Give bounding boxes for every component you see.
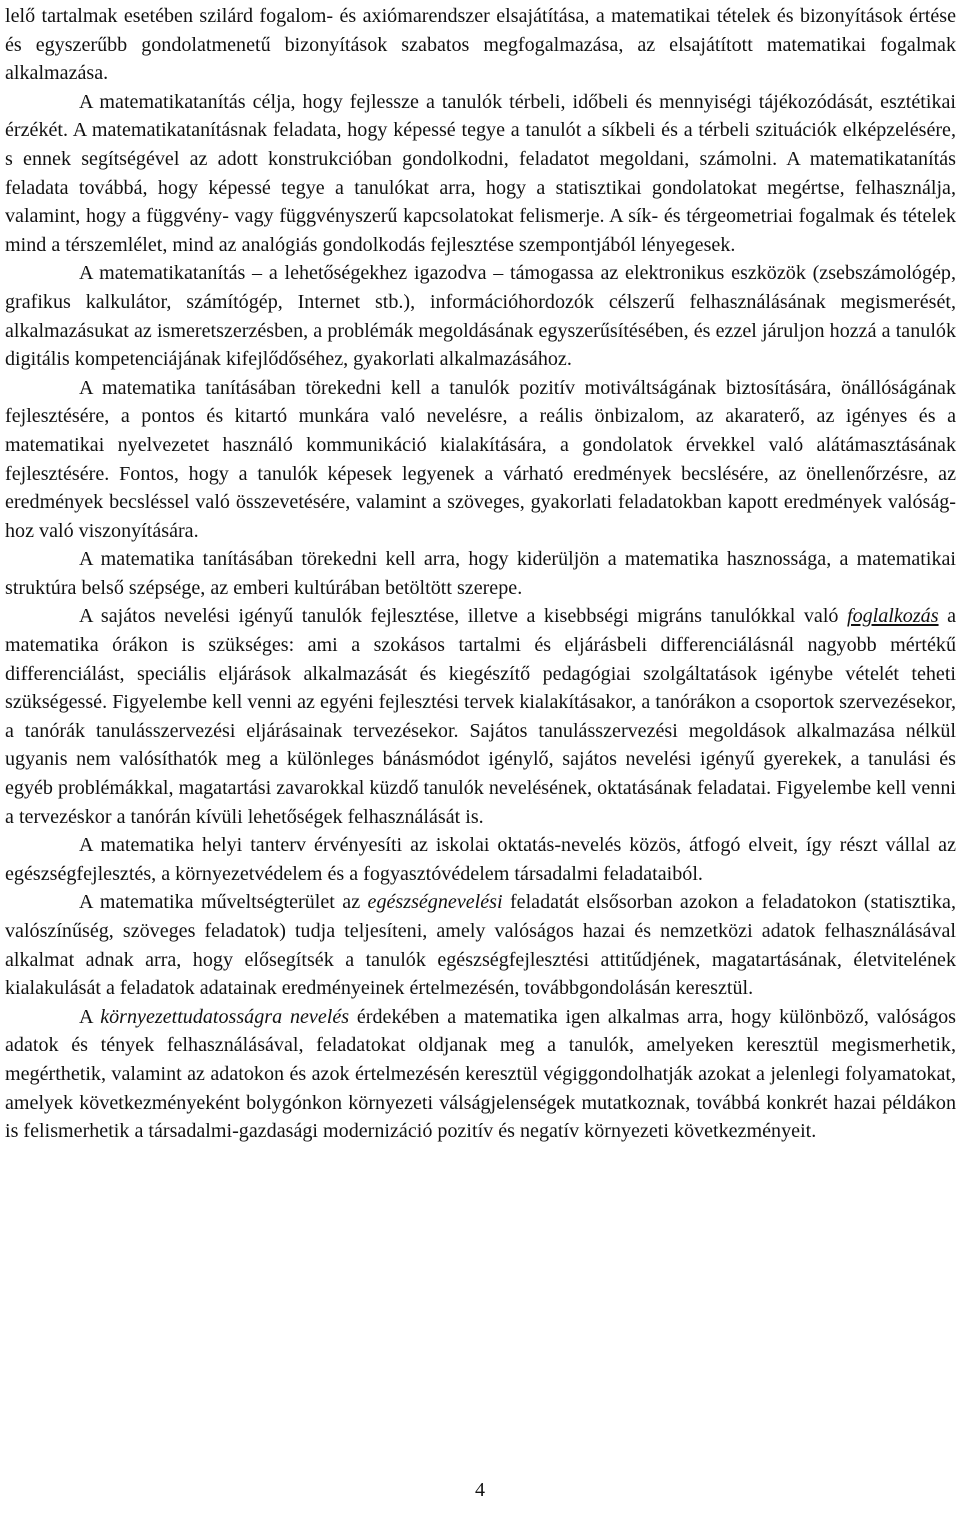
body-paragraph <box>5 545 956 602</box>
page-number: 4 <box>475 1479 485 1501</box>
body-paragraph <box>5 374 956 546</box>
body-paragraph <box>5 1003 956 1146</box>
paragraph-text: a matematika órákon is szükséges: ami a szokásos tartalmi és eljárásbeli differenciálásnál nagyobb mértékű differenciálást, speciális eljárások alkalmazását és kiegészítő pedagógiai szolgáltatások igénybe vételét teheti szükségessé. Figyelembe kell venni az egyéni fejlesztési tervek kialakításakor, a tanórákon a csoportok szervezésekor, a tanórák tanulásszervezési eljárásainak tervezésekor. Sajátos tanulásszervezési megoldások alkalmazása nélkül ugyanis nem valósíthatók meg a különleges bánásmódot igénylő, sajátos nevelési igényű gyerekek, a tanulási és egyéb problémákkal, magatartási zavarokkal küzdő tanulók nevelésének, oktatásának feladatai. Figyelembe kell venni a tervezéskor a tanórán kívüli lehetőségek felhasználását is. <box>5 605 956 828</box>
body-paragraph <box>5 2 956 88</box>
paragraph-text: A matematika műveltségterület az <box>79 891 368 914</box>
body-paragraph <box>5 88 956 260</box>
paragraph-text: érdekében a matematika igen alkalmas arra, hogy különböző, valóságos adatok és tények felhasználásával, feladatokat oldjanak meg a tanulók, amelyeken keresztül megismerhetik, megérthetik, valamint az adatokon és azok értelmezésén keresztül végiggondolhatják azokat a jelenlegi folyamatokat, amelyek következményeként bolygónkon környezeti válságjelenségek mutatkoznak, továbbá konkrét hazai példákon is felismerhetik a társadalmi-gazdasági modernizáció pozitív és negatív környezeti következményeit. <box>5 1005 956 1143</box>
paragraph-text: feladatát elsősorban azokon a feladatokon (statisztika, valószínűség, szöveges feladatok) tudja teljesíteni, amely valóságos hazai és nemzetközi adatok felhasználásával alkalmat adnak arra, hogy elősegítsék a tanulók egészségfejlesztési attitűdjének, magatartásának, életvitelének kialakulását a feladatok adatainak eredményeinek értelmezésén, továbbgondolásán keresztül. <box>5 891 956 1000</box>
body-paragraph <box>5 259 956 373</box>
body-paragraph <box>5 831 956 888</box>
document-body <box>5 2 956 1146</box>
paragraph-text: A matematikatanítás – a lehetőségekhez igazodva – támogassa az elektronikus eszközök (zsebszámológép, grafikus kalkulátor, számítógép, Internet stb.), információhordozók célszerű felhasználásának megismerését, alkalmazásukat az ismeretszerzésben, a problémák megoldásának egyszerűsítésében, és ezzel járuljon hozzá a tanulók digitális kompetenciájának kifejlődőséhez, gyakorlati alkalmazásához. <box>5 262 956 371</box>
body-paragraph <box>5 602 956 831</box>
paragraph-text: A matematikatanítás célja, hogy fejlessze a tanulók térbeli, időbeli és mennyiségi tájékozódását, esztétikai érzékét. A matematikatanításnak feladata, hogy képessé tegye a tanulót a síkbeli és a térbeli szituációk elképzelésére, s ennek segítségével az adott konstrukcióban gondolkodni, feladatot megoldani, számolni. A matematikatanítás feladata továbbá, hogy képessé tegye a tanulókat arra, hogy a statisztikai gondolatokat megértse, felhasználja, valamint, hogy a függvény- vagy függvényszerű kapcsolatokat felismerje. A sík- és térgeometriai fogalmak és tételek mind a térszemlélet, mind az analógiás gondolkodás fejlesztése szempontjából lényegesek. <box>5 90 956 256</box>
emphasized-text: foglalkozás <box>847 605 939 628</box>
body-paragraph <box>5 888 956 1002</box>
paragraph-text: lelő tartalmak esetében szilárd fogalom- és axiómarendszer elsajátítása, a matematikai tételek és bizonyítások értése és egyszerűbb gondolatmenetű bizonyítások szabatos megfogalmazása, az elsajátított matematikai fogalmak alkalmazása. <box>5 5 956 85</box>
paragraph-text: A sajátos nevelési igényű tanulók fejlesztése, illetve a kisebbségi migráns tanulókkal való <box>79 605 847 628</box>
emphasized-text: környezettudatosságra nevelés <box>100 1005 350 1028</box>
emphasized-text: egészségnevelési <box>367 891 503 914</box>
paragraph-text: A matematika tanításában törekedni kell arra, hogy kiderüljön a matematika hasznossága, a matematikai struktúra belső szépsége, az emberi kultúrában betöltött szerepe. <box>5 548 956 599</box>
paragraph-text: A <box>79 1005 101 1028</box>
paragraph-text: A matematika helyi tanterv érvényesíti az iskolai oktatás-nevelés közös, átfogó elveit, így részt vállal az egészségfejlesztés, a környezetvédelem és a fogyasztóvédelem társadalmi feladataiból. <box>5 834 956 885</box>
paragraph-text: A matematika tanításában törekedni kell a tanulók pozitív motiváltságának biztosítására, önállóságának fejlesztésére, a pontos és kitartó munkára való nevelésre, a reális önbizalom, az akaraterő, az igényes és a matematikai nyelvezetet használó kommunikáció kialakítására, a gondolatok érvekkel való alátámasztásának fejlesztésére. Fontos, hogy a tanulók képesek legyenek a várható eredmények becslésére, az önellenőrzésre, az eredmények becsléssel való összevetésére, valamint a szöveges, gyakorlati feladatokban kapott eredmények valósághoz való viszonyítására. <box>5 376 956 542</box>
